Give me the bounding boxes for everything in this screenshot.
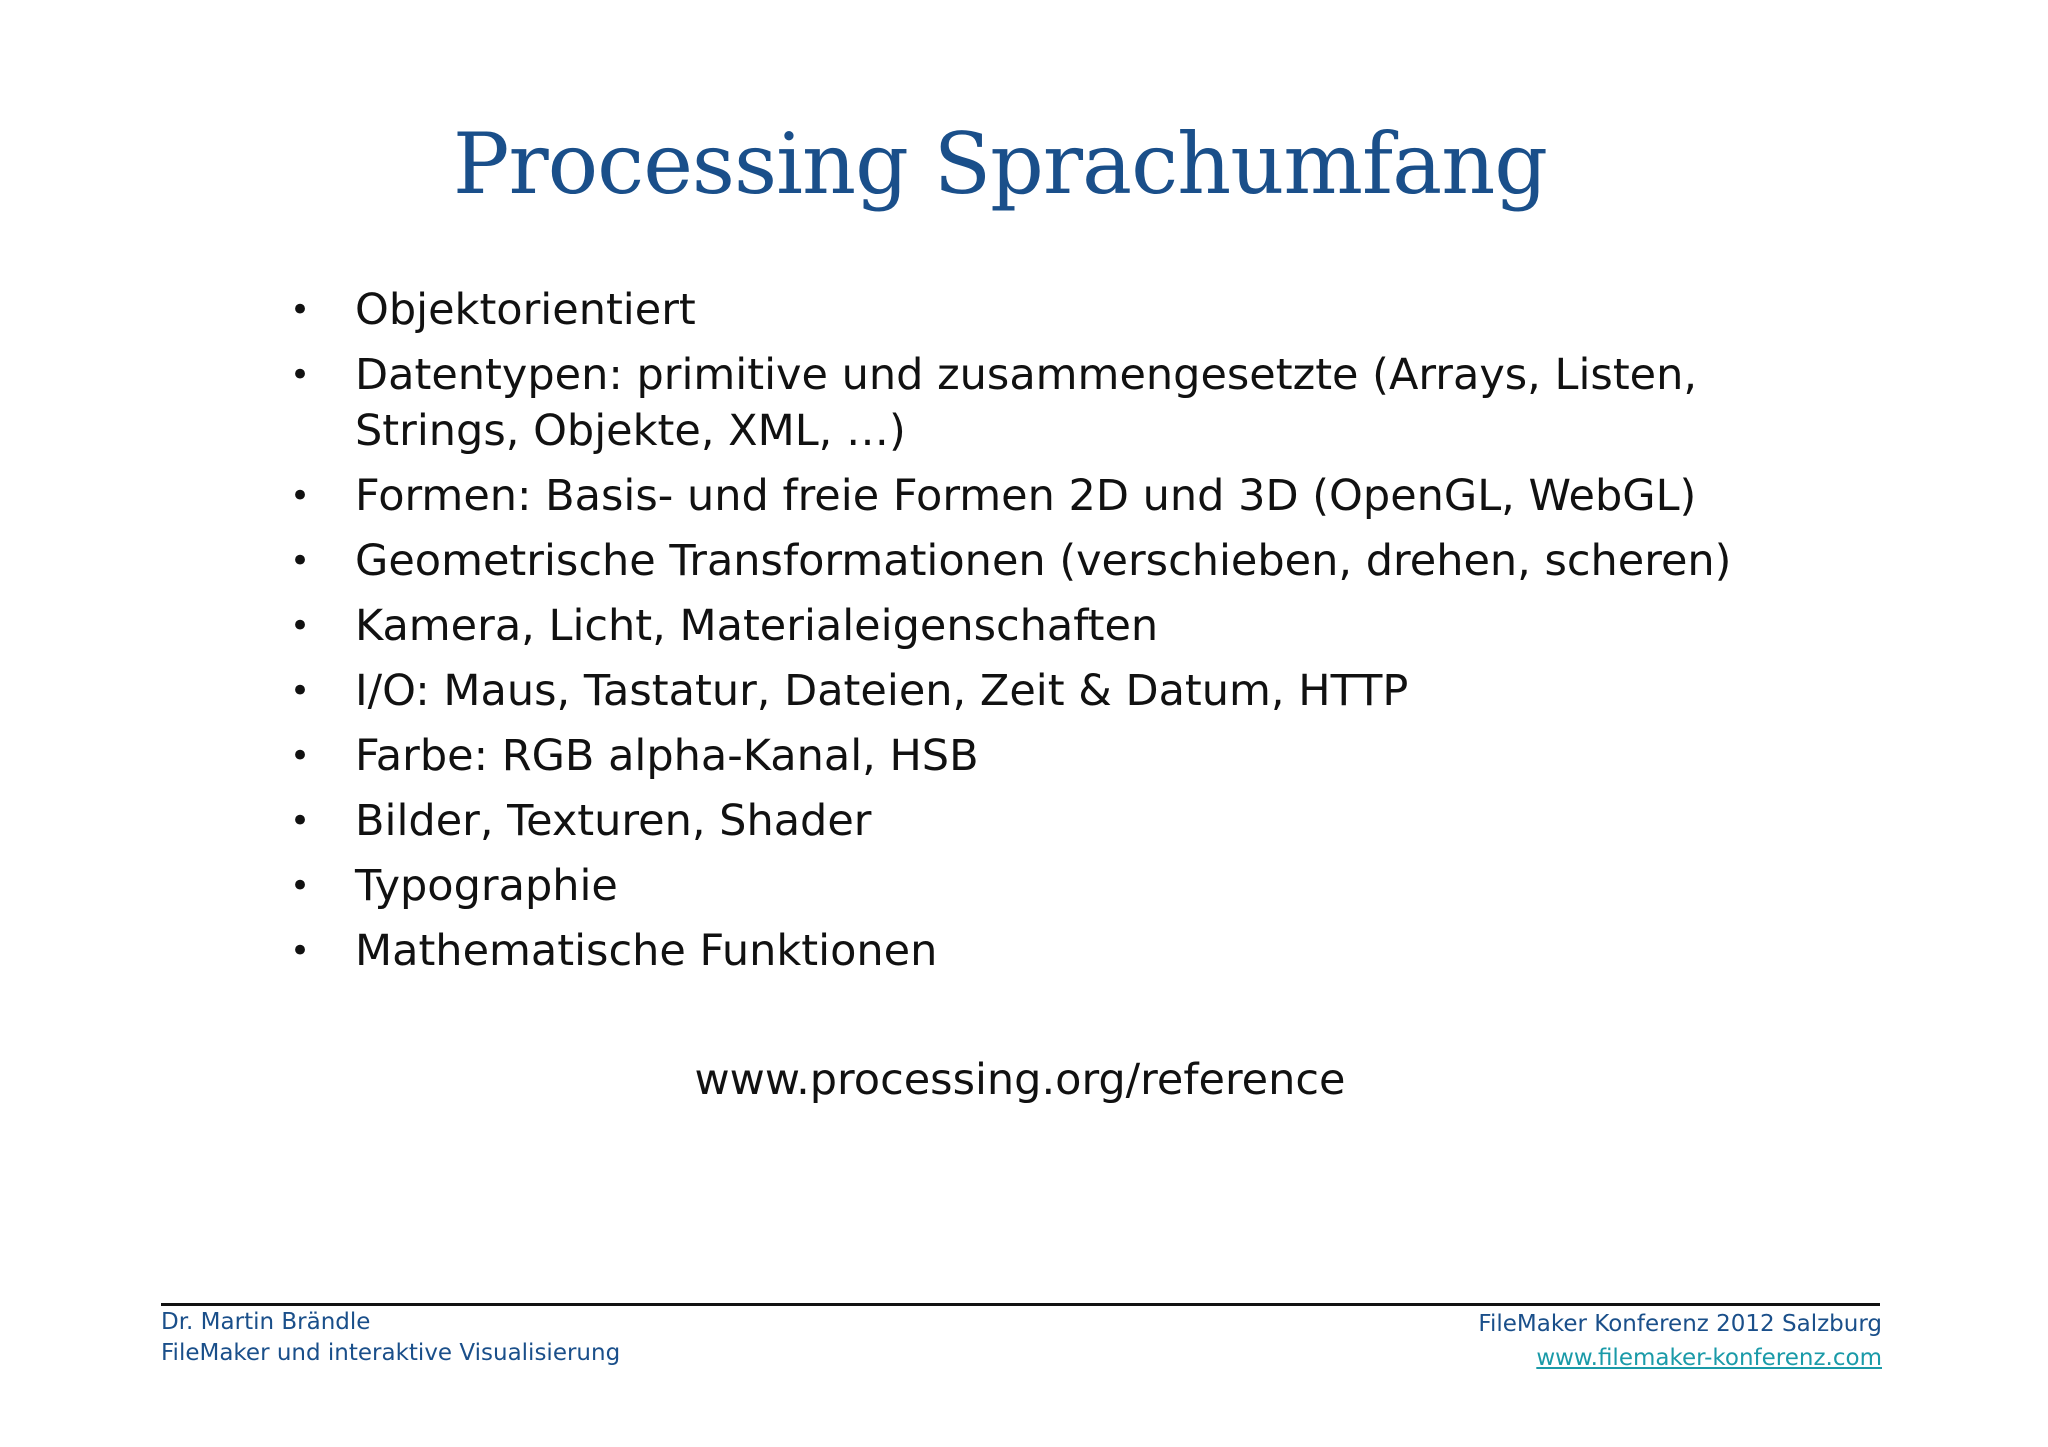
bullet-text: Datentypen: primitive und zusammengesetzte (Arrays, Listen, Strings, Objekte, XML, …) xyxy=(355,350,1698,456)
bullet-icon: • xyxy=(290,355,311,395)
bullet-text: Formen: Basis- und freie Formen 2D und 3D (OpenGL, WebGL) xyxy=(355,471,1697,521)
bullet-icon: • xyxy=(290,606,311,646)
bullet-text: Objektorientiert xyxy=(355,285,696,335)
bullet-icon: • xyxy=(290,476,311,516)
footer-right xyxy=(1478,1307,1882,1375)
bullet-text: I/O: Maus, Tastatur, Dateien, Zeit & Datum, HTTP xyxy=(355,666,1409,716)
bullet-item xyxy=(290,923,1740,979)
bullet-icon: • xyxy=(290,541,311,581)
slide-title: Processing Sprachumfang xyxy=(452,115,1548,213)
bullet-icon: • xyxy=(290,931,311,971)
bullet-item xyxy=(290,858,1740,914)
bullet-text: Geometrische Transformationen (verschieben, drehen, scheren) xyxy=(355,536,1732,586)
bullet-text: Bilder, Texturen, Shader xyxy=(355,796,872,846)
bullet-item xyxy=(290,347,1740,459)
bullet-icon: • xyxy=(290,671,311,711)
bullet-item xyxy=(290,533,1740,589)
bullet-text: Kamera, Licht, Materialeigenschaften xyxy=(355,601,1159,651)
footer-conference: FileMaker Konferenz 2012 Salzburg xyxy=(1478,1311,1882,1337)
bullet-item xyxy=(290,282,1740,338)
bullet-item xyxy=(290,663,1740,719)
bullet-icon: • xyxy=(290,866,311,906)
bullet-icon: • xyxy=(290,801,311,841)
footer-talk-title: FileMaker und interaktive Visualisierung xyxy=(161,1340,621,1366)
bullet-icon: • xyxy=(290,290,311,330)
reference-url: www.processing.org/reference xyxy=(694,1055,1346,1105)
bullet-item xyxy=(290,598,1740,654)
bullet-text: Farbe: RGB alpha-Kanal, HSB xyxy=(355,731,979,781)
bullet-item xyxy=(290,468,1740,524)
footer-website-link[interactable]: www.filemaker-konferenz.com xyxy=(1536,1345,1882,1371)
bullet-text: Typographie xyxy=(355,861,618,911)
bullet-item xyxy=(290,793,1740,849)
bullet-item xyxy=(290,728,1740,784)
footer-author: Dr. Martin Brändle xyxy=(161,1309,371,1335)
bullet-list xyxy=(290,282,1740,988)
footer-left xyxy=(161,1307,620,1369)
footer-divider xyxy=(161,1303,1880,1306)
bullet-text: Mathematische Funktionen xyxy=(355,926,938,976)
bullet-icon: • xyxy=(290,736,311,776)
